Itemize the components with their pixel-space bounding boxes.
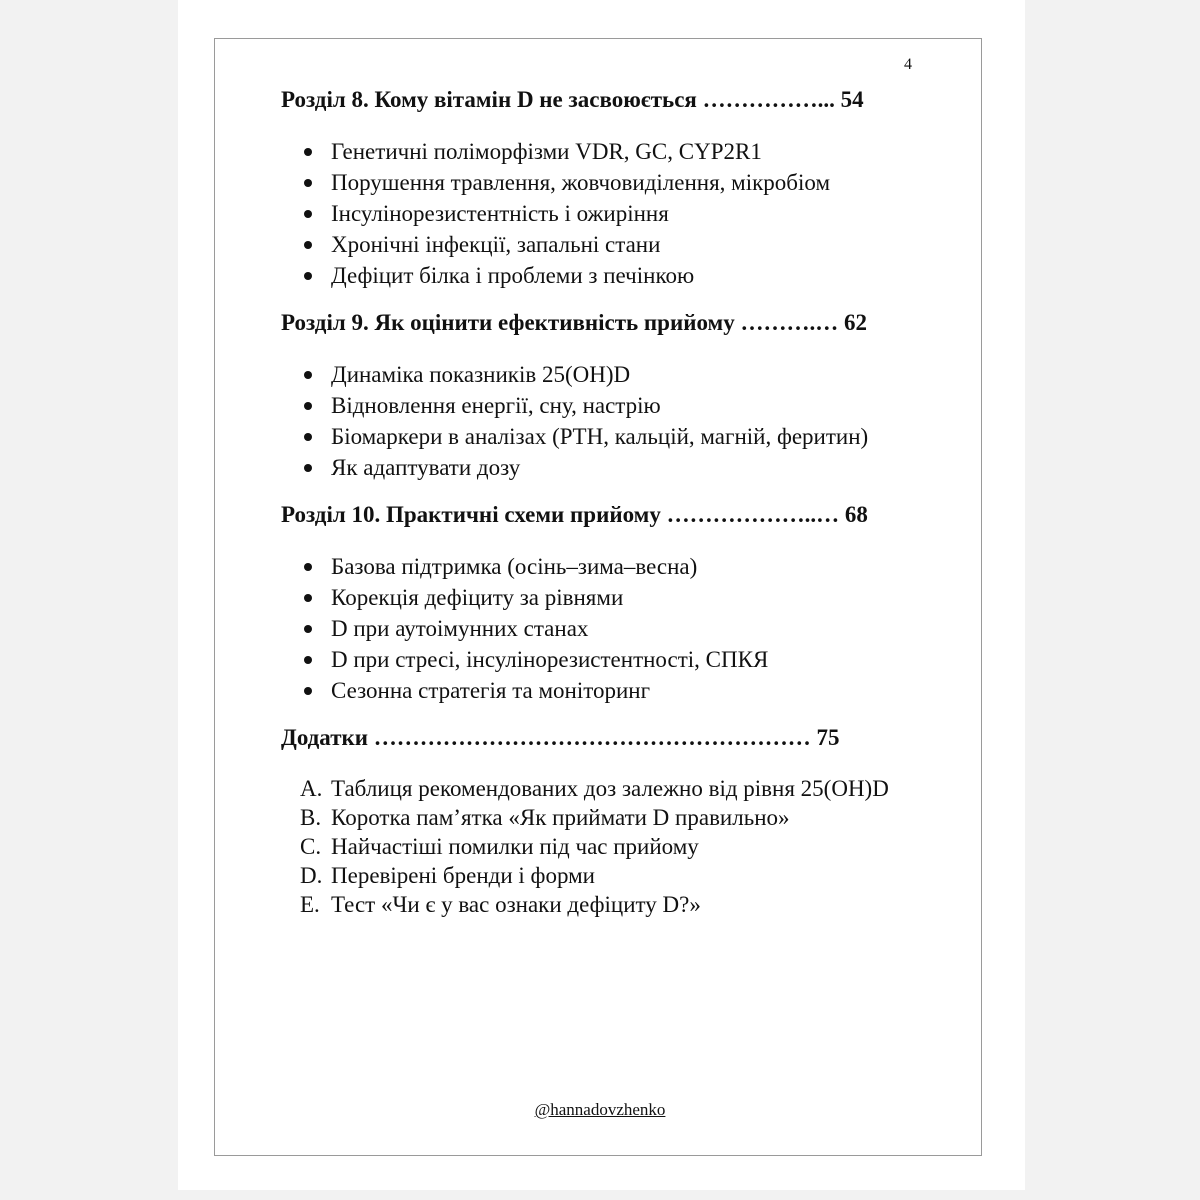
list-item: Біомаркери в аналізах (PTH, кальцій, магній, феритин) <box>281 421 921 452</box>
list-item: Корекція дефіциту за рівнями <box>281 582 921 613</box>
list-item: Хронічні інфекції, запальні стани <box>281 229 921 260</box>
item-text: Найчастіші помилки під час прийому <box>331 834 699 859</box>
list-item: Порушення травлення, жовчовиділення, мікробіом <box>281 167 921 198</box>
section-items <box>281 136 921 291</box>
list-item <box>281 774 921 803</box>
section-heading: Розділ 10. Практичні схеми прийому ………………..… 68 <box>281 502 868 527</box>
list-item: Динаміка показників 25(OH)D <box>281 359 921 390</box>
list-item: Інсулінорезистентність і ожиріння <box>281 198 921 229</box>
bullet-icon <box>304 464 312 472</box>
list-item: Генетичні поліморфізми VDR, GC, CYP2R1 <box>281 136 921 167</box>
section-10 <box>281 499 921 706</box>
list-item: Базова підтримка (осінь–зима–весна) <box>281 551 921 582</box>
bullet-icon <box>304 210 312 218</box>
list-item: D при аутоімунних станах <box>281 613 921 644</box>
section-items <box>281 551 921 706</box>
bullet-icon <box>304 563 312 571</box>
bullet-icon <box>304 148 312 156</box>
list-item <box>281 803 921 832</box>
item-text: Тест «Чи є у вас ознаки дефіциту D?» <box>331 892 701 917</box>
bullet-icon <box>304 371 312 379</box>
list-item: D при стресі, інсулінорезистентності, СПКЯ <box>281 644 921 675</box>
bullet-icon <box>304 272 312 280</box>
author-handle-link[interactable]: @hannadovzhenko <box>534 1100 666 1119</box>
bullet-icon <box>304 687 312 695</box>
item-letter: B. <box>300 805 322 830</box>
bullet-icon <box>304 402 312 410</box>
appendix-section <box>281 722 921 919</box>
list-item: Сезонна стратегія та моніторинг <box>281 675 921 706</box>
appendix-items <box>281 774 921 919</box>
bullet-icon <box>304 179 312 187</box>
bullet-icon <box>304 656 312 664</box>
footer <box>0 1100 1200 1120</box>
item-text: Коротка пам’ятка «Як приймати D правильно» <box>331 805 790 830</box>
item-letter: A. <box>300 776 323 801</box>
item-letter: D. <box>300 863 323 888</box>
bullet-icon <box>304 433 312 441</box>
item-text: Таблиця рекомендованих доз залежно від рівня 25(OH)D <box>331 776 889 801</box>
section-9 <box>281 307 921 483</box>
bullet-icon <box>304 594 312 602</box>
section-heading: Розділ 9. Як оцінити ефективність прийому ……….… 62 <box>281 310 867 335</box>
item-letter: E. <box>300 892 320 917</box>
section-8 <box>281 84 921 291</box>
list-item: Дефіцит білка і проблеми з печінкою <box>281 260 921 291</box>
section-heading: Додатки ………………………………………………… 75 <box>281 725 840 750</box>
list-item <box>281 890 921 919</box>
list-item <box>281 861 921 890</box>
section-items <box>281 359 921 483</box>
page-number: 4 <box>904 56 912 73</box>
item-letter: C. <box>300 834 322 859</box>
table-of-contents <box>281 84 921 919</box>
list-item: Відновлення енергії, сну, настрію <box>281 390 921 421</box>
bullet-icon <box>304 625 312 633</box>
list-item: Як адаптувати дозу <box>281 452 921 483</box>
item-text: Перевірені бренди і форми <box>331 863 595 888</box>
section-heading: Розділ 8. Кому вітамін D не засвоюється ……………... 54 <box>281 87 864 112</box>
bullet-icon <box>304 241 312 249</box>
list-item <box>281 832 921 861</box>
